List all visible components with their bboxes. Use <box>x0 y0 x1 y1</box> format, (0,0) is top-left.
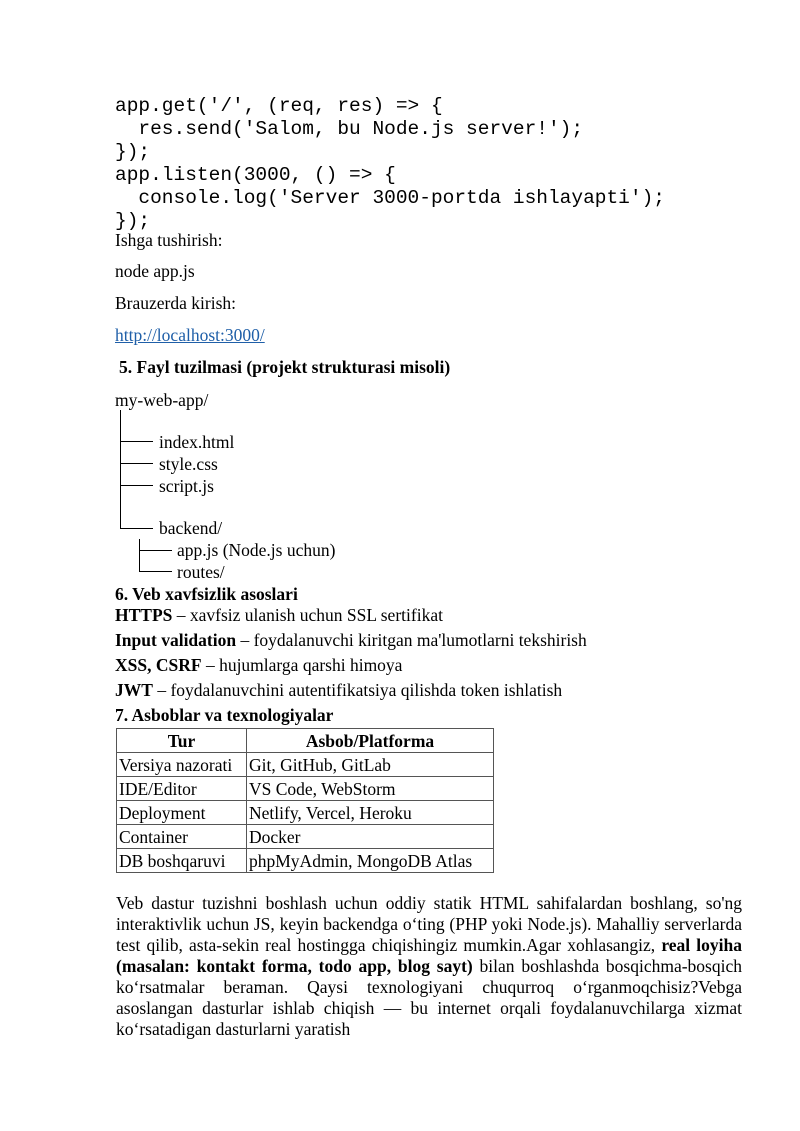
security-item <box>115 629 587 651</box>
table-row <box>117 849 494 873</box>
tree-root: my-web-app/ <box>115 390 209 410</box>
code-line: res.send('Salom, bu Node.js server!'); <box>115 118 584 140</box>
table-row <box>117 777 494 801</box>
table-cell: Container <box>117 825 247 849</box>
security-desc: – foydalanuvchi kiritgan ma'lumotlarni tekshirish <box>236 630 587 650</box>
table-cell: Netlify, Vercel, Heroku <box>247 801 494 825</box>
tree-folder: routes/ <box>177 562 225 582</box>
code-line: }); <box>115 141 151 163</box>
paragraph-bold-text: real loyiha (masalan: kontakt forma, todo app, blog sayt) <box>116 935 742 976</box>
security-desc: – hujumlarga qarshi himoya <box>201 655 403 675</box>
section6-title: 6. Veb xavfsizlik asoslari <box>115 584 298 604</box>
security-term: Input validation <box>115 630 237 650</box>
table-cell: DB boshqaruvi <box>117 849 247 873</box>
table-cell: Versiya nazorati <box>117 753 247 777</box>
code-line: console.log('Server 3000-portda ishlayapti'); <box>115 187 665 209</box>
tree-folder: backend/ <box>159 518 223 538</box>
tree-connector <box>120 528 153 529</box>
security-term: JWT <box>115 680 153 700</box>
code-line: }); <box>115 210 151 232</box>
table-row <box>117 753 494 777</box>
paragraph-text: Veb dastur tuzishni boshlash uchun oddiy statik HTML sahifalardan boshlang, so'ng interaktivlik uchun JS, keyin backendga o‘ting (PHP yoki Node.js). Mahalliy serverlarda test qilib, asta-sekin real hostingga chiqishingiz mumkin.Agar xohlasangiz, <box>116 893 742 955</box>
closing-paragraph <box>116 893 742 1040</box>
tree-connector <box>120 463 153 464</box>
security-item <box>115 679 562 701</box>
security-term: XSS, CSRF <box>115 655 202 675</box>
security-term: HTTPS <box>115 605 173 625</box>
tree-file: style.css <box>159 454 218 474</box>
run-command: node app.js <box>115 261 195 281</box>
table-cell: phpMyAdmin, MongoDB Atlas <box>247 849 494 873</box>
localhost-link[interactable]: http://localhost:3000/ <box>115 325 265 345</box>
tools-table <box>116 728 494 873</box>
section7-title: 7. Asboblar va texnologiyalar <box>115 705 334 725</box>
section5-title: 5. Fayl tuzilmasi (projekt strukturasi misoli) <box>119 357 451 377</box>
tree-file: index.html <box>159 432 235 452</box>
security-desc: – foydalanuvchini autentifikatsiya qilishda token ishlatish <box>152 680 563 700</box>
run-label: Ishga tushirish: <box>115 230 223 250</box>
table-header: Asbob/Platforma <box>247 729 494 753</box>
tree-file: app.js (Node.js uchun) <box>177 540 336 560</box>
table-row <box>117 825 494 849</box>
code-line: app.get('/', (req, res) => { <box>115 95 443 117</box>
code-line: app.listen(3000, () => { <box>115 164 396 186</box>
security-item <box>115 654 402 676</box>
tree-connector <box>139 571 172 572</box>
tree-connector <box>139 539 140 572</box>
tree-connector <box>139 550 172 551</box>
code-block <box>115 95 665 233</box>
table-cell: IDE/Editor <box>117 777 247 801</box>
tree-connector <box>120 410 121 529</box>
table-cell: Docker <box>247 825 494 849</box>
tree-file: script.js <box>159 476 214 496</box>
tree-connector <box>120 485 153 486</box>
table-cell: Git, GitHub, GitLab <box>247 753 494 777</box>
table-header-row <box>117 729 494 753</box>
paragraph-text: bilan boshlashda bosqichma-bosqich ko‘rsatmalar beraman. Qaysi texnologiyani chuqurroq o‘rganmoqchisiz?Vebga asoslangan dasturlar ishlab chiqish — bu internet orqali foydalanuvchilarga xizmat ko‘rsatadigan dasturlarni yaratish <box>116 956 742 1039</box>
table-cell: VS Code, WebStorm <box>247 777 494 801</box>
table-cell: Deployment <box>117 801 247 825</box>
table-row <box>117 801 494 825</box>
table-header: Tur <box>117 729 247 753</box>
browser-label: Brauzerda kirish: <box>115 293 236 313</box>
security-item <box>115 604 443 626</box>
tree-connector <box>120 441 153 442</box>
security-desc: – xavfsiz ulanish uchun SSL sertifikat <box>172 605 443 625</box>
